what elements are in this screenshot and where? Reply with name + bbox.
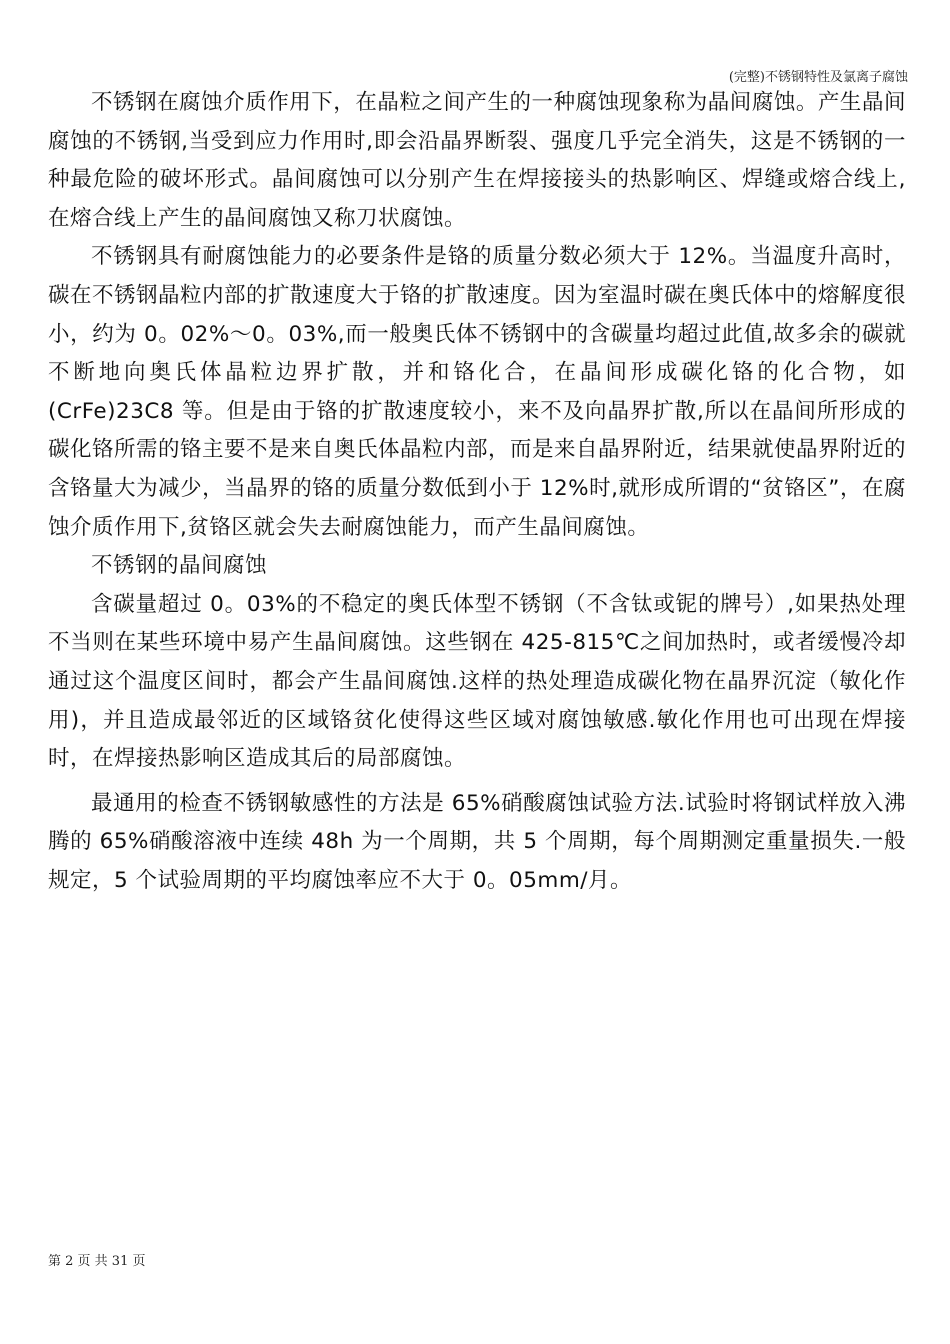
document-header-title: (完整)不锈钢特性及氯离子腐蚀	[728, 70, 908, 85]
page-number-footer: 第 2 页 共 31 页	[48, 1254, 146, 1269]
paragraph-nitric-acid-test: 最通用的检查不锈钢敏感性的方法是 65%硝酸腐蚀试验方法.试验时将钢试样放入沸腾的 65%硝酸溶液中连续 48h 为一个周期，共 5 个周期，每个周期测定重量损失.一般规定，5 个试验周期的平均腐蚀率应不大于 0。05mm/月。	[48, 790, 906, 893]
paragraph-intergranular-definition: 不锈钢在腐蚀介质作用下，在晶粒之间产生的一种腐蚀现象称为晶间腐蚀。产生晶间腐蚀的不锈钢,当受到应力作用时,即会沿晶界断裂、强度几乎完全消失，这是不锈钢的一种最危险的破坏形式。晶间腐蚀可以分别产生在焊接接头的热影响区、焊缝或熔合线上,在熔合线上产生的晶间腐蚀又称刀状腐蚀。	[48, 90, 906, 231]
section-heading-intergranular-corrosion: 不锈钢的晶间腐蚀	[91, 553, 268, 579]
document-body	[48, 84, 906, 900]
paragraph-sensitization: 含碳量超过 0。03%的不稳定的奥氏体型不锈钢（不含钛或铌的牌号）,如果热处理不当则在某些环境中易产生晶间腐蚀。这些钢在 425-815℃之间加热时，或者缓慢冷却通过这个温度区间时，都会产生晶间腐蚀.这样的热处理造成碳化物在晶界沉淀（敏化作用)，并且造成最邻近的区域铬贫化使得这些区域对腐蚀敏感.敏化作用也可出现在焊接时，在焊接热影响区造成其后的局部腐蚀。	[48, 591, 906, 772]
paragraph-chromium-depletion: 不锈钢具有耐腐蚀能力的必要条件是铬的质量分数必须大于 12%。当温度升高时，碳在不锈钢晶粒内部的扩散速度大于铬的扩散速度。因为室温时碳在奥氏体中的熔解度很小，约为 0。02%～0。03%,而一般奥氏体不锈钢中的含碳量均超过此值,故多余的碳就不断地向奥氏体晶粒边界扩散，并和铬化合，在晶间形成碳化铬的化合物，如(CrFe)23C8 等。但是由于铬的扩散速度较小，来不及向晶界扩散,所以在晶间所形成的碳化铬所需的铬主要不是来自奥氏体晶粒内部，而是来自晶界附近，结果就使晶界附近的含铬量大为减少，当晶界的铬的质量分数低到小于 12%时,就形成所谓的“贫铬区”，在腐蚀介质作用下,贫铬区就会失去耐腐蚀能力，而产生晶间腐蚀。	[48, 244, 907, 540]
